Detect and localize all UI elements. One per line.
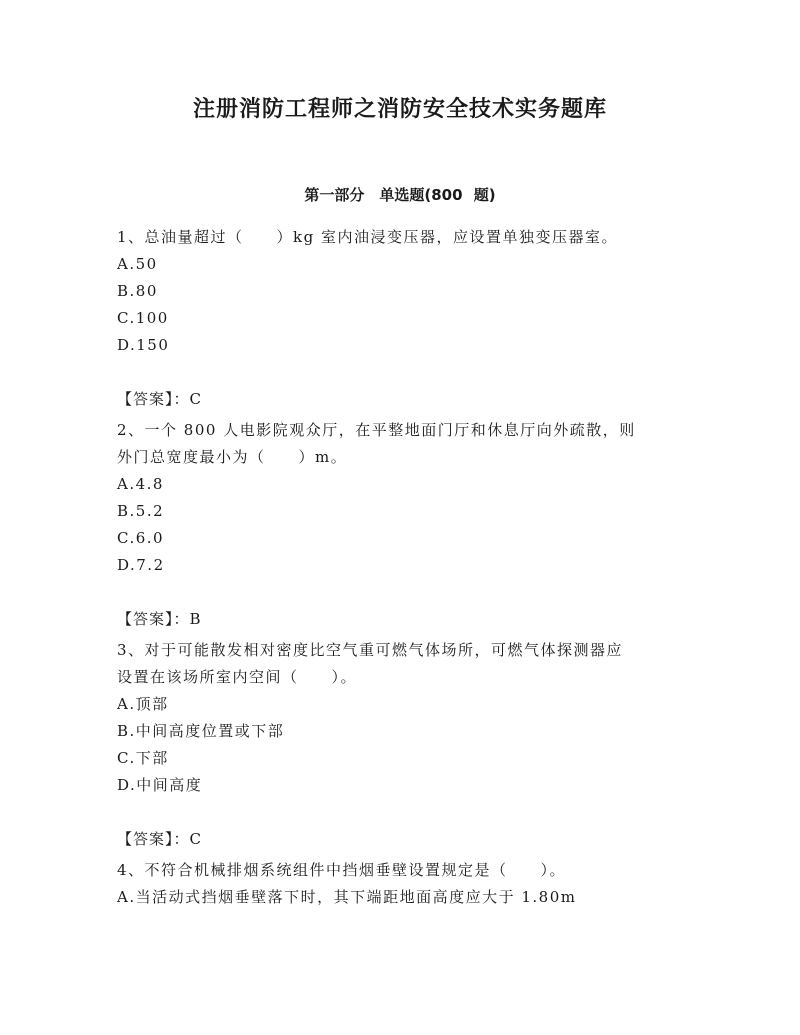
question-stem-cont: 设置在该场所室内空间（ ）。 (117, 668, 358, 686)
option-b: B.中间高度位置或下部 (117, 722, 285, 740)
question-2 (117, 417, 687, 633)
option-d: D.中间高度 (117, 776, 203, 794)
answer-value: C (189, 830, 202, 848)
answer-line (117, 386, 687, 413)
answer-label: 【答案】： (117, 390, 190, 408)
option-c: C.6.0 (117, 529, 165, 547)
option-c: C.下部 (117, 749, 169, 767)
question-stem-cont: 外门总宽度最小为（ ）m。 (117, 448, 348, 466)
question-stem: 3、对于可能散发相对密度比空气重可燃气体场所，可燃气体探测器应 (117, 641, 624, 659)
question-4 (117, 857, 687, 911)
question-3 (117, 637, 687, 853)
option-b: B.5.2 (117, 502, 165, 520)
answer-line (117, 606, 687, 633)
option-d: D.7.2 (117, 556, 165, 574)
document-title: 注册消防工程师之消防安全技术实务题库 (192, 97, 607, 122)
answer-label: 【答案】： (117, 830, 190, 848)
option-c: C.100 (117, 309, 169, 327)
option-d: D.150 (117, 336, 170, 354)
question-stem: 1、总油量超过（ ）kg 室内油浸变压器，应设置单独变压器室。 (117, 228, 619, 246)
option-a: A.顶部 (117, 695, 169, 713)
option-a: A.当活动式挡烟垂壁落下时，其下端距地面高度应大于 1.80m (117, 888, 577, 906)
question-stem: 4、不符合机械排烟系统组件中挡烟垂壁设置规定是（ ）。 (117, 861, 567, 879)
answer-value: C (189, 390, 202, 408)
answer-value: B (189, 610, 202, 628)
option-a: A.50 (117, 255, 158, 273)
option-a: A.4.8 (117, 475, 164, 493)
question-list (117, 224, 687, 911)
answer-line (117, 826, 687, 853)
question-1 (117, 224, 687, 413)
question-stem: 2、一个 800 人电影院观众厅，在平整地面门厅和休息厅向外疏散，则 (117, 421, 636, 439)
answer-label: 【答案】： (117, 610, 190, 628)
option-b: B.80 (117, 282, 158, 300)
section-title: 第一部分 单选题(800 题) (304, 186, 496, 204)
